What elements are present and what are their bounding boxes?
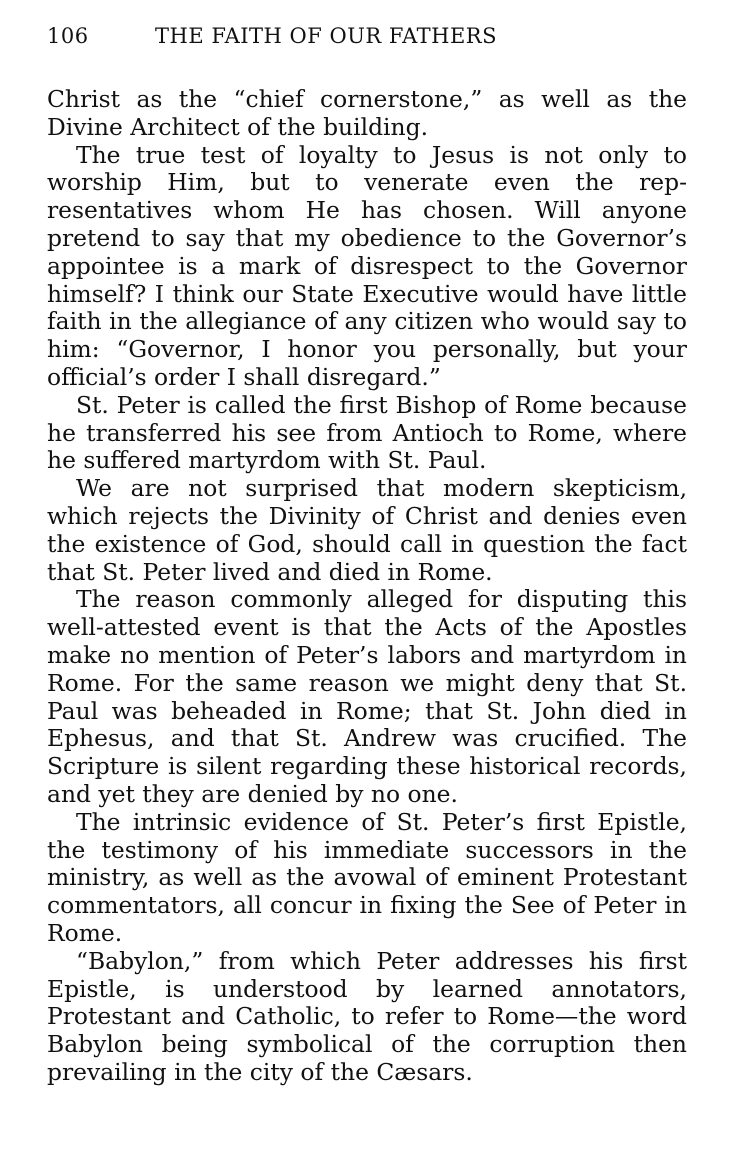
running-head-title: THE FAITH OF OUR FATHERS <box>155 24 498 48</box>
book-page <box>47 24 687 1087</box>
paragraph-acts-of-apostles: The reason commonly alleged for disputing this well-attested event is that the Acts of the Apostles make no mention of Peter’s labors and martyrdom in Rome. For the same reason we might deny that St. Paul was beheaded in Rome; that St. John died in Ephesus, and that St. Andrew was crucified. The Scripture is silent regarding these historical records, and yet they are denied by no one. <box>47 585 687 808</box>
running-head <box>47 24 687 64</box>
body-text <box>47 86 687 1087</box>
paragraph-intrinsic-evidence: The intrinsic evidence of St. Peter’s first Epistle, the testimony of his immediate successors in the ministry, as well as the avowal of eminent Protestant commentators, all concur in fixing the See of Peter in Rome. <box>47 807 687 947</box>
paragraph-loyalty: The true test of loyalty to Jesus is not only to worship Him, but to venerate even the representatives whom He has chosen. Will anyone pretend to say that my obedience to the Governor’s appointee is a mark of disrespect to the Governor himself? I think our State Executive would have little faith in the allegiance of any citizen who would say to him: “Governor, I honor you personally, but your official’s order I shall disregard.” <box>47 140 687 391</box>
paragraph-continued: Christ as the “chief cornerstone,” as well as the Divine Architect of the building. <box>47 85 687 141</box>
paragraph-skepticism: We are not surprised that modern skepticism, which rejects the Divinity of Christ and denies even the existence of God, should call in question the fact that St. Peter lived and died in Rome. <box>47 474 687 586</box>
paragraph-bishop-of-rome: St. Peter is called the first Bishop of Rome because he transferred his see from Antioch to Rome, where he suffered martyrdom with St. Paul. <box>47 390 687 475</box>
page-number: 106 <box>47 24 89 48</box>
paragraph-babylon: “Babylon,” from which Peter addresses his first Epistle, is understood by learned annotators, Protestant and Catholic, to refer to Rome—the word Babylon being symbolical of the corruption then prevailing in the city of the Cæsars. <box>47 946 687 1086</box>
